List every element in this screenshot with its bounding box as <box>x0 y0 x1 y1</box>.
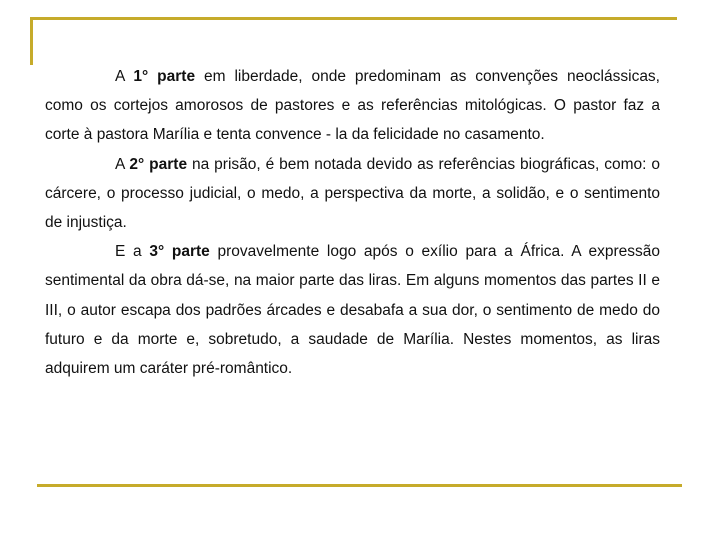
part-term: 2° parte <box>129 155 188 173</box>
paragraph-body: na prisão, é bem notada devido as referências biográficas, como: o cárcere, o processo judicial, o medo, a perspectiva da morte, a solidão, e o sentimento de injustiça. <box>45 155 661 232</box>
paragraph-lead: A <box>115 68 134 85</box>
left-decorative-rule <box>30 17 33 65</box>
paragraph-lead: E a <box>115 243 150 261</box>
part-term: 3° parte <box>149 243 210 261</box>
paragraph-body: provavelmente logo após o exílio para a África. A expressão sentimental da obra dá-se, na maior parte das liras. Em alguns momentos das partes II e III, o autor escapa dos padrões árcades e desabafa a sua dor, o sentimento de medo do futuro e da morte e, sobretudo, a saudade de Marília. Nestes momentos, as liras adquirem um caráter pré-romântico. <box>45 243 660 378</box>
paragraph-lead: A <box>115 155 130 173</box>
paragraph-first-part <box>45 62 660 150</box>
part-term: 1° parte <box>133 68 196 85</box>
paragraph-second-part <box>45 150 660 238</box>
slide-text-block <box>45 62 660 383</box>
paragraph-third-part <box>45 237 660 383</box>
paragraph-body: em liberdade, onde predominam as convenções neoclássicas, como os cortejos amorosos de pastores e as referências mitológicas. O pastor faz a corte à pastora Marília e tenta convence - la da felicidade no casamento. <box>45 68 660 144</box>
top-decorative-rule <box>30 17 677 20</box>
bottom-decorative-rule <box>37 484 682 487</box>
